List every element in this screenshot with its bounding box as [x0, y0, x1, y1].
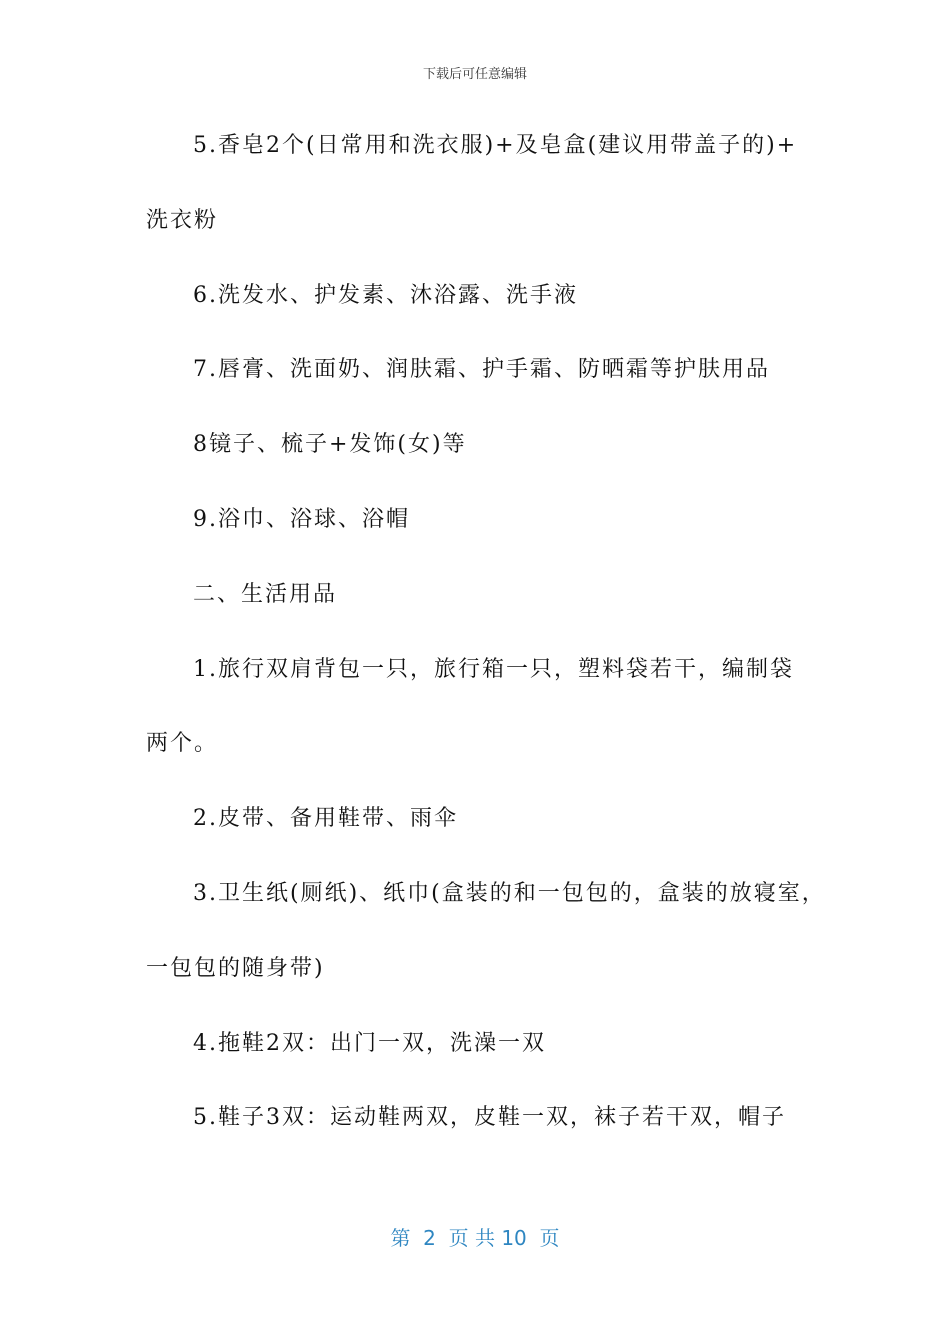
item-line-belt: 2.皮带、备用鞋带、雨伞 [193, 806, 458, 831]
section-heading-daily-items: 二、生活用品 [193, 582, 338, 607]
item-line-soap: 5.香皂2个(日常用和洗衣服)+及皂盒(建议用带盖子的)+ [193, 133, 798, 158]
item-line-shoes: 5.鞋子3双：运动鞋两双，皮鞋一双，袜子若干双，帽子 [193, 1105, 786, 1130]
item-line-mirror: 8镜子、梳子+发饰(女)等 [193, 432, 467, 457]
item-line-tissue-continued: 一包包的随身带) [146, 956, 325, 981]
item-line-slippers: 4.拖鞋2双：出门一双，洗澡一双 [193, 1031, 546, 1056]
item-line-tissue: 3.卫生纸(厕纸)、纸巾(盒装的和一包包的，盒装的放寝室， [193, 881, 826, 906]
page-header-note: 下载后可任意编辑 [422, 67, 527, 82]
item-line-soap-continued: 洗衣粉 [146, 208, 219, 233]
item-line-bags-continued: 两个。 [146, 731, 219, 756]
item-line-shampoo: 6.洗发水、护发素、沐浴露、洗手液 [193, 283, 578, 308]
item-line-towel: 9.浴巾、浴球、浴帽 [193, 507, 410, 532]
item-line-bags: 1.旅行双肩背包一只，旅行箱一只，塑料袋若干，编制袋 [193, 657, 794, 682]
page-number-footer: 第 2 页 共 10 页 [390, 1226, 560, 1250]
item-line-skincare: 7.唇膏、洗面奶、润肤霜、护手霜、防晒霜等护肤用品 [193, 357, 770, 382]
